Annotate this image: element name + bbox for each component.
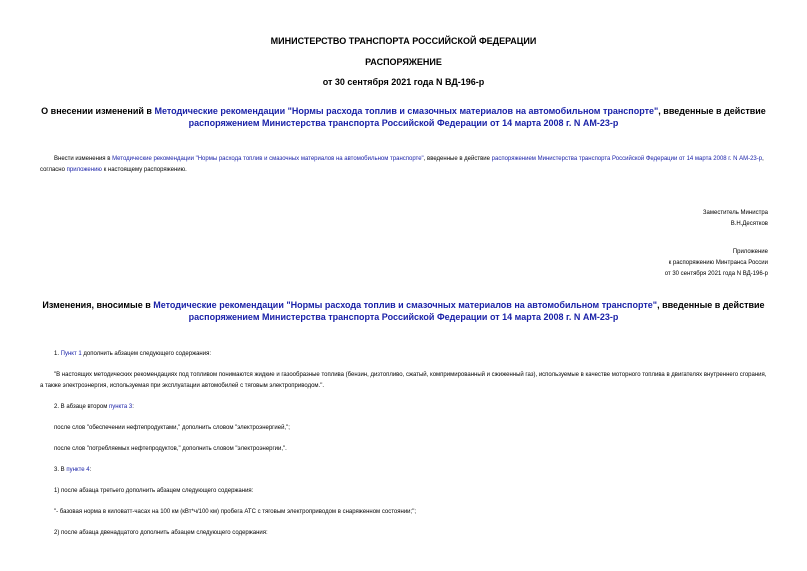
intro-middle2: , согласно [40,156,764,173]
signature-position: Заместитель Министра [702,210,768,216]
appendix-reference: к распоряжению Минтранса России [668,260,768,266]
appendix-title-link-order[interactable]: распоряжением Министерства транспорта Российской Федерации от 14 марта 2008 г. N АМ-23-р [188,312,619,322]
item-1-quote: "В настоящих методических рекомендациях под топливом понимаются жидкие и газообразные топлива (бензин, дизтопливо, сжатый, компримированный и сжиженный газ), используемые в качестве моторного топлива в двигателях внутреннего сгорания, а также электроэнергия, используемая при эксплуатации автомобилей с тяговым электроприводом.". [40,372,767,389]
item-3-2: 2) после абзаца двенадцатого дополнить абзацем следующего содержания: [54,530,268,536]
item-3-1-quote: "- базовая норма в киловатт-часах на 100 км (кВт*ч/100 км) пробега АТС с тяговым электроприводом в снаряженном состоянии;"; [54,509,416,515]
item-3-suffix: : [89,467,92,473]
item-2-link[interactable]: пункта 3 [108,404,133,410]
appendix-block [500,247,768,280]
document-date-number: от 30 сентября 2021 года N ВД-196-р [322,77,485,87]
intro-paragraph [40,154,770,176]
intro-link-appendix[interactable]: приложению [66,167,102,173]
intro-suffix: к настоящему распоряжению. [101,167,187,173]
appendix-title [36,299,771,323]
item-2 [40,402,770,413]
intro-middle: , введенные в действие [423,156,492,162]
item-2-a: после слов "обеспечении нефтепродуктами," дополнить словом "электроэнергией,"; [54,425,290,431]
item-2-suffix: : [132,404,134,410]
title-link-guidelines[interactable]: Методические рекомендации "Нормы расхода топлив и смазочных материалов на автомобильном транспорте" [154,106,659,116]
document-title [36,105,771,129]
item-3-link[interactable]: пункте 4 [66,467,90,473]
item-2-prefix: 2. В абзаце втором [54,404,109,410]
intro-prefix: Внести изменения в [54,156,113,162]
signature-name: В.Н.Десятков [730,221,768,227]
intro-link-order[interactable]: распоряжением Министерства транспорта Российской Федерации от 14 марта 2008 г. N АМ-23-р [491,156,763,162]
item-1-link[interactable]: Пункт 1 [60,351,82,357]
item-3-prefix: 3. В [54,467,67,473]
title-middle: , введенные в действие [658,106,766,116]
appendix-title-link-guidelines[interactable]: Методические рекомендации "Нормы расхода топлив и смазочных материалов на автомобильном транспорте" [153,300,658,310]
item-1-suffix: дополнить абзацем следующего содержания: [81,351,211,357]
item-3 [40,465,770,476]
intro-link-guidelines[interactable]: Методические рекомендации "Нормы расхода топлив и смазочных материалов на автомобильном транспорте" [112,156,424,162]
appendix-title-middle: , введенные в действие [657,300,765,310]
appendix-date: от 30 сентября 2021 года N ВД-196-р [664,271,768,277]
ministry-heading: МИНИСТЕРСТВО ТРАНСПОРТА РОССИЙСКОЙ ФЕДЕРАЦИИ [270,36,537,46]
title-prefix: О внесении изменений в [41,106,155,116]
item-3-1: 1) после абзаца третьего дополнить абзацем следующего содержания: [54,488,254,494]
item-1-prefix: 1. [54,351,61,357]
signature-block [500,208,768,230]
document-type: РАСПОРЯЖЕНИЕ [365,57,442,67]
appendix-title-prefix: Изменения, вносимые в [42,300,154,310]
appendix-label: Приложение [732,249,768,255]
item-2-b: после слов "потребляемых нефтепродуктов," дополнить словом "электроэнергии,". [54,446,287,452]
title-link-order[interactable]: распоряжением Министерства транспорта Российской Федерации от 14 марта 2008 г. N АМ-23-р [188,118,619,128]
item-1 [40,349,770,360]
